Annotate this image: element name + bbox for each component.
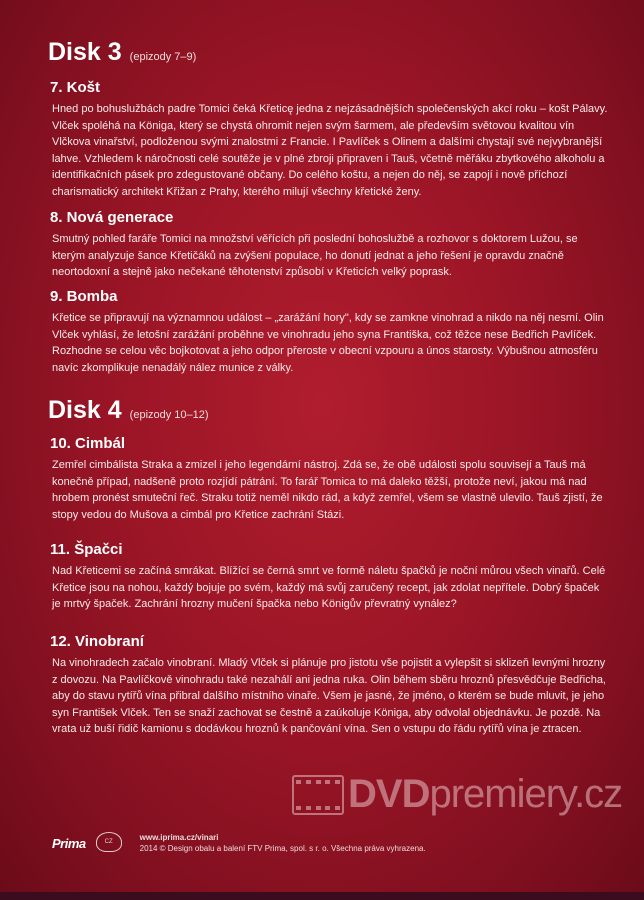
- episode-8-text: Smutný pohled faráře Tomici na množství věřících při poslední bohoslužbě a rozhovor s doktorem Lužou, se kterým analyzuje šance Křetičáků na zvýšení populace, ho donutí jednat a jeho řešení je opravdu značně neortodoxní a stejně jako nečekané těhotenství způsobí v Křeticích velký poprask.: [52, 233, 578, 279]
- bottom-strip: [0, 892, 644, 900]
- disk4-subtitle: (epizody 10–12): [129, 409, 209, 421]
- episode-10-title: 10. Cimbál: [50, 435, 126, 452]
- episode-11-text: Nad Křeticemi se začíná smrákat. Blížící se černá smrt ve formě náletu špačků je noční můrou všech vinařů. Celé Křetice jsou na nohou, každý bojuje po svém, každý má svůj zaručený recept, jak zdolat nepřítele. Dobrý špaček je mrtvý špaček. Zachrání hrozny mučení špačka nebo Königův převratný vynález?: [52, 565, 606, 611]
- footer: [52, 828, 426, 854]
- prima-logo: Prima: [52, 836, 86, 851]
- episode-10-text: Zemřel cimbálista Straka a zmizel i jeho legendární nástroj. Zdá se, že obě události spolu souvisejí a Tauš má konečně případ, nadšeně proto rozjídí pátrání. To farář Tomica to má daleko těžší, protože neví, jakou má nad hrobem pronést smuteční řeč. Straku totiž neměl nikdo rád, a když zemřel, všem se vlastně ulevilo. Tauš zjistí, že stopy vedou do Mušova a cimbál pro Křetice zachrání Stázi.: [52, 459, 603, 521]
- dvdpremiery-watermark: [292, 772, 622, 817]
- footer-text: [140, 832, 426, 854]
- episode-8: [48, 209, 608, 281]
- episode-11: [48, 541, 608, 613]
- episode-7-text: Hned po bohuslužbách padre Tomici čeká Křeticę jedna z nejzásadnějších společenských akcí roku – košt Pálavy. Vlček spoléhá na Königa, který se chystá ohromit nejen svým šarmem, ale především světovou kvalitou vín Vlčkova vinařství, podloženou svými znalostmi z Francie. I Pavlíček s Olinem a dalšími chystají své nejvybranější lahve. Vzhledem k náročnosti celé soutěže je v plné zbroji připraven i Tauš, včetně měřáku zbytkového alkoholu a identifikačních pásek pro zdegustované občany. Do celého koštu, a nejen do něj, se zapojí i nově příchozí charismatický architekt Křižan z Prahy, kterého milují všechny křetické ženy.: [52, 103, 608, 198]
- episode-9-text: Křetice se připravují na významnou událost – „zarážání hory", kdy se zamkne vinohrad a nikdo na něj nesmí. Olin Vlček vyhlásí, že letošní zarážání proběhne ve vinohradu jeho syna Františka, což těžce nese Bedřich Pavlíček. Rozhodne se celou věc bojkotovat a jeho odpor přeroste v obecní vzpouru a únos starosty. Výbušnou atmosféru navíc zkomplikuje nenadálý nález munice z války.: [52, 312, 604, 374]
- disk4-title: Disk 4: [48, 396, 122, 424]
- episode-12: [48, 633, 608, 738]
- disk4-header: [48, 396, 209, 425]
- watermark-dvd: DVD: [348, 772, 430, 816]
- disk3-subtitle: (epizody 7–9): [129, 51, 197, 63]
- episode-12-title: 12. Vinobraní: [50, 633, 144, 650]
- footer-copyright: 2014 © Design obalu a balení FTV Prima, spol. s r. o. Všechna práva vyhrazena.: [139, 844, 426, 853]
- footer-url[interactable]: www.iprima.cz/vinari: [139, 833, 219, 842]
- episode-7: [48, 79, 608, 201]
- disk3-title: Disk 3: [48, 38, 122, 66]
- episode-9: [48, 288, 608, 376]
- episode-10: [48, 435, 608, 523]
- watermark-premiery: premiery.cz: [429, 772, 623, 816]
- film-strip-icon: [292, 775, 344, 815]
- episode-8-title: 8. Nová generace: [50, 209, 174, 226]
- episode-7-title: 7. Košt: [50, 79, 101, 96]
- watermark-text: [348, 772, 622, 817]
- cz-logo-icon: CZ: [96, 832, 122, 852]
- episode-11-title: 11. Špačci: [50, 541, 123, 558]
- episode-9-title: 9. Bomba: [50, 288, 118, 305]
- disk3-header: [48, 38, 196, 67]
- episode-12-text: Na vinohradech začalo vinobraní. Mladý Vlček si plánuje pro jistotu vše pojistit a vylepšit si sklizeň levnými hrozny z dovozu. Na Pavlíčkově vinohradu také nezahálí ani jedna ruka. Olin během sběru hroznů přesvědčuje Bedřicha, aby do stavu rytířů vína přibral dalšího místního vinaře. Všem je jasné, že jméno, o kterém se bude mluvit, je jeho syn František Vlček. Ten se snaží zachovat se čestně a zaúkoluje Königa, aby odvolal objednávku. Je pozdě. Na vrata už buší řidič kamionu s dodávkou hroznů k pančování vína. Sen o vstupu do řádu rytířů vína je ztracen.: [52, 657, 606, 736]
